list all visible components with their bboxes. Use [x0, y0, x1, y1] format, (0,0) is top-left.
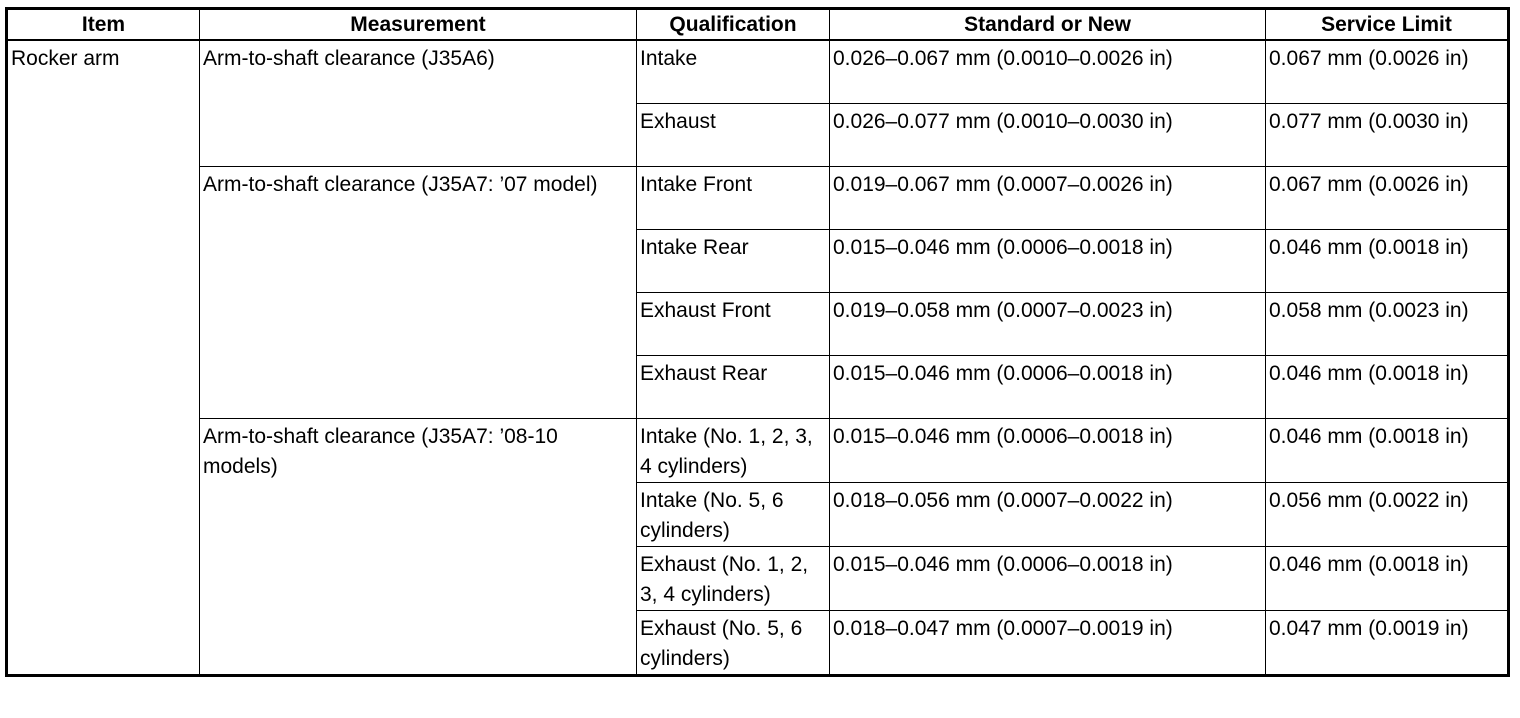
header-qualification: Qualification: [637, 9, 830, 41]
header-measurement: Measurement: [200, 9, 637, 41]
service-limit-cell: 0.046 mm (0.0018 in): [1266, 355, 1509, 418]
table-body: [7, 40, 1509, 675]
service-limit-cell: 0.058 mm (0.0023 in): [1266, 292, 1509, 355]
measurement-cell: Arm-to-shaft clearance (J35A7: ’07 model): [200, 166, 637, 418]
service-limit-cell: 0.046 mm (0.0018 in): [1266, 229, 1509, 292]
qualification-cell: Exhaust Front: [637, 292, 830, 355]
standard-cell: 0.019–0.067 mm (0.0007–0.0026 in): [830, 166, 1266, 229]
table-row: [7, 418, 1509, 482]
header-standard: Standard or New: [830, 9, 1266, 41]
standard-cell: 0.018–0.056 mm (0.0007–0.0022 in): [830, 482, 1266, 546]
measurement-cell: Arm-to-shaft clearance (J35A6): [200, 40, 637, 166]
qualification-cell: Exhaust (No. 1, 2, 3, 4 cylinders): [637, 546, 830, 610]
service-limit-cell: 0.046 mm (0.0018 in): [1266, 418, 1509, 482]
qualification-cell: Exhaust Rear: [637, 355, 830, 418]
table-row: [7, 166, 1509, 229]
qualification-cell: Exhaust (No. 5, 6 cylinders): [637, 610, 830, 675]
service-limit-cell: 0.067 mm (0.0026 in): [1266, 40, 1509, 103]
standard-cell: 0.015–0.046 mm (0.0006–0.0018 in): [830, 229, 1266, 292]
standard-cell: 0.026–0.067 mm (0.0010–0.0026 in): [830, 40, 1266, 103]
standard-cell: 0.018–0.047 mm (0.0007–0.0019 in): [830, 610, 1266, 675]
header-row: [7, 9, 1509, 41]
specification-table: [5, 7, 1510, 677]
header-item: Item: [7, 9, 200, 41]
item-cell: Rocker arm: [7, 40, 200, 675]
service-limit-cell: 0.046 mm (0.0018 in): [1266, 546, 1509, 610]
service-limit-cell: 0.047 mm (0.0019 in): [1266, 610, 1509, 675]
qualification-cell: Intake (No. 5, 6 cylinders): [637, 482, 830, 546]
measurement-cell: Arm-to-shaft clearance (J35A7: ’08-10 models): [200, 418, 637, 675]
qualification-cell: Intake Front: [637, 166, 830, 229]
standard-cell: 0.026–0.077 mm (0.0010–0.0030 in): [830, 103, 1266, 166]
service-limit-cell: 0.056 mm (0.0022 in): [1266, 482, 1509, 546]
standard-cell: 0.015–0.046 mm (0.0006–0.0018 in): [830, 418, 1266, 482]
qualification-cell: Intake (No. 1, 2, 3, 4 cylinders): [637, 418, 830, 482]
spec-table-container: [5, 7, 1510, 677]
standard-cell: 0.015–0.046 mm (0.0006–0.0018 in): [830, 546, 1266, 610]
standard-cell: 0.015–0.046 mm (0.0006–0.0018 in): [830, 355, 1266, 418]
header-service-limit: Service Limit: [1266, 9, 1509, 41]
standard-cell: 0.019–0.058 mm (0.0007–0.0023 in): [830, 292, 1266, 355]
service-limit-cell: 0.077 mm (0.0030 in): [1266, 103, 1509, 166]
qualification-cell: Exhaust: [637, 103, 830, 166]
qualification-cell: Intake Rear: [637, 229, 830, 292]
table-row: [7, 40, 1509, 103]
qualification-cell: Intake: [637, 40, 830, 103]
service-limit-cell: 0.067 mm (0.0026 in): [1266, 166, 1509, 229]
